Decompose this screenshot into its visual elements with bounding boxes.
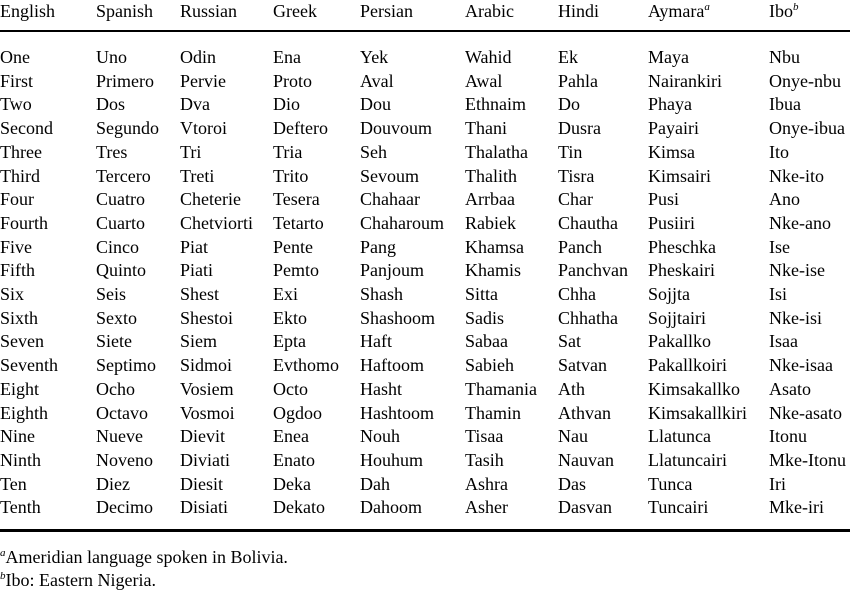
table-cell: Piat [180, 236, 209, 257]
table-cell: Dusra [558, 118, 601, 139]
footnote-a [0, 546, 288, 568]
table-cell: Ano [769, 189, 800, 210]
table-cell: Mke-Itonu [769, 449, 846, 470]
table-cell: Ibua [769, 94, 801, 115]
table-cell: Tuncairi [648, 497, 709, 518]
table-cell: Chhatha [558, 307, 618, 328]
column-header-label: Hindi [558, 1, 600, 21]
table-cell: Nouh [360, 426, 400, 447]
table-cell: Sabaa [465, 331, 508, 352]
column-header-label: Arabic [465, 1, 514, 21]
column-header-label: Spanish [96, 1, 154, 21]
column-header [96, 0, 153, 23]
table-cell: Pusiiri [648, 212, 696, 233]
table-cell: Seventh [0, 355, 58, 376]
column-header-label: Ibo [769, 1, 793, 21]
table-row [0, 258, 850, 282]
table-cell: Asato [769, 378, 811, 399]
table-cell: Six [0, 284, 25, 304]
table-cell: Rabiek [465, 212, 516, 233]
table-cell: Isi [769, 284, 787, 304]
table-cell: Awal [465, 70, 503, 91]
table-cell: Ath [558, 378, 585, 399]
table-cell: Das [558, 473, 586, 494]
table-cell: Sexto [96, 307, 138, 328]
table-cell: Kimsakallko [648, 378, 740, 399]
table-cell: Llatunca [648, 426, 711, 447]
table-cell: Tisaa [465, 426, 504, 447]
table-cell: Onye-ibua [769, 118, 845, 139]
table-cell: Itonu [769, 426, 807, 447]
table-cell: Ogdoo [273, 402, 322, 423]
table-cell: Eighth [0, 402, 48, 423]
table-cell: Thalatha [465, 141, 528, 162]
table-cell: Tercero [96, 165, 151, 186]
table-cell: Char [558, 189, 593, 210]
table-cell: Chautha [558, 212, 618, 233]
table-row [0, 306, 850, 330]
table-row [0, 69, 850, 93]
table-cell: Thalith [465, 165, 517, 186]
table-cell: Cheterie [180, 189, 241, 210]
table-cell: Pahla [558, 70, 598, 91]
table-cell: Shestoi [180, 307, 234, 328]
table-cell: Isaa [769, 331, 798, 352]
table-cell: Panchvan [558, 260, 628, 281]
table-cell: Cuatro [96, 189, 145, 210]
table-cell: Second [0, 118, 53, 139]
table-cell: Five [0, 236, 33, 257]
table-cell: Siete [96, 331, 132, 352]
table-row [0, 353, 850, 377]
table-cell: Eight [0, 378, 39, 399]
table-cell: Four [0, 189, 35, 210]
table-cell: Tesera [273, 189, 320, 210]
table-cell: Deftero [273, 118, 328, 139]
table-cell: Nke-isi [769, 307, 822, 328]
table-cell: Seven [0, 331, 44, 352]
table-cell: Sabieh [465, 355, 514, 376]
table-cell: Ethnaim [465, 94, 526, 115]
table-cell: Octavo [96, 402, 148, 423]
footnote-mark: a [704, 1, 710, 13]
header-rule [0, 30, 850, 32]
table-cell: Siem [180, 331, 218, 352]
footnote-mark: b [793, 1, 799, 13]
table-cell: Kimsakallkiri [648, 402, 747, 423]
table-cell: Two [0, 94, 32, 115]
table-cell: Vosiem [180, 378, 234, 399]
table-cell: Pusi [648, 189, 680, 210]
table-cell: Disiati [180, 497, 228, 518]
table-cell: Satvan [558, 355, 607, 376]
table-cell: Nke-isaa [769, 355, 833, 376]
table-cell: Chha [558, 284, 596, 304]
table-cell: Tisra [558, 165, 595, 186]
table-cell: Tetarto [273, 212, 324, 233]
table-cell: Pheskairi [648, 260, 715, 281]
table-cell: Diviati [180, 449, 230, 470]
table-row [0, 164, 850, 188]
table-cell: Khamsa [465, 236, 524, 257]
table-cell: Houhum [360, 449, 423, 470]
table-cell: Uno [96, 47, 127, 67]
table-cell: Sixth [0, 307, 39, 328]
table-cell: Tres [96, 141, 128, 162]
table-cell: Pakallkoiri [648, 355, 727, 376]
table-cell: Noveno [96, 449, 153, 470]
table-cell: Fifth [0, 260, 36, 281]
footnote-text: Ameridian language spoken in Bolivia. [5, 547, 288, 567]
table-cell: Dasvan [558, 497, 612, 518]
table-cell: Nbu [769, 47, 800, 67]
table-cell: Enea [273, 426, 309, 447]
table-row [0, 424, 850, 448]
table-cell: Dekato [273, 497, 325, 518]
table-cell: Nairankiri [648, 70, 722, 91]
table-cell: Deka [273, 473, 311, 494]
column-header [648, 0, 710, 23]
table-row [0, 92, 850, 116]
table-cell: Haft [360, 331, 392, 352]
table-cell: Nke-ano [769, 212, 831, 233]
column-header [465, 0, 514, 23]
table-cell: Dos [96, 94, 126, 115]
table-cell: Chahaar [360, 189, 420, 210]
table-row [0, 235, 850, 259]
table-cell: Yek [360, 47, 389, 67]
table-cell: Thamin [465, 402, 521, 423]
table-cell: Sat [558, 331, 582, 352]
table-cell: Nau [558, 426, 588, 447]
table-cell: Ninth [0, 449, 42, 470]
footnote-mark: a [0, 547, 6, 559]
table-cell: Three [0, 141, 42, 162]
table-cell: Sadis [465, 307, 505, 328]
table-cell: Ito [769, 141, 789, 162]
column-header-label: Persian [360, 1, 413, 21]
table-cell: Shashoom [360, 307, 436, 328]
table-cell: Do [558, 94, 580, 115]
table-cell: Onye-nbu [769, 70, 841, 91]
table-cell: Sojjtairi [648, 307, 706, 328]
footnote-b [0, 569, 156, 591]
table-cell: Sidmoi [180, 355, 233, 376]
table-cell: Llatuncairi [648, 449, 727, 470]
table-cell: Decimo [96, 497, 153, 518]
table-cell: Epta [273, 331, 306, 352]
table-cell: Tasih [465, 449, 504, 470]
table-cell: Haftoom [360, 355, 424, 376]
table-cell: Tri [180, 141, 202, 162]
table-cell: One [0, 47, 30, 67]
table-cell: Dva [180, 94, 210, 115]
table-cell: First [0, 70, 34, 91]
table-cell: Tunca [648, 473, 693, 494]
table-cell: Diez [96, 473, 130, 494]
table-cell: Sitta [465, 284, 499, 304]
footnote-mark: b [0, 570, 6, 582]
table-cell: Chetviorti [180, 212, 253, 233]
table-cell: Dievit [180, 426, 225, 447]
column-header-label: English [0, 1, 56, 21]
table-cell: Douvoum [360, 118, 432, 139]
table-cell: Ekto [273, 307, 307, 328]
bottom-rule [0, 529, 850, 532]
column-header [360, 0, 413, 23]
table-row [0, 282, 850, 306]
table-row [0, 329, 850, 353]
table-cell: Primero [96, 70, 154, 91]
table-cell: Third [0, 165, 40, 186]
table-cell: Seh [360, 141, 387, 162]
table-cell: Aval [360, 70, 394, 91]
table-cell: Piati [180, 260, 214, 281]
table-cell: Thani [465, 118, 507, 139]
table-cell: Nke-ito [769, 165, 824, 186]
table-cell: Iri [769, 473, 786, 494]
table-cell: Shash [360, 284, 404, 304]
table-cell: Shest [180, 284, 220, 304]
table-cell: Wahid [465, 47, 512, 67]
table-cell: Evthomo [273, 355, 339, 376]
column-header-label: Greek [273, 1, 317, 21]
table-cell: Vtoroi [180, 118, 227, 139]
table-cell: Tenth [0, 497, 41, 518]
table-cell: Arrbaa [465, 189, 515, 210]
table-cell: Phaya [648, 94, 692, 115]
table-cell: Kimsa [648, 141, 695, 162]
table-cell: Nke-ise [769, 260, 825, 281]
table-cell: Octo [273, 378, 308, 399]
table-cell: Sojjta [648, 284, 691, 304]
table-cell: Payairi [648, 118, 699, 139]
column-header [273, 0, 317, 23]
table-cell: Quinto [96, 260, 147, 281]
table-cell: Diesit [180, 473, 223, 494]
table-row [0, 401, 850, 425]
table-cell: Dahoom [360, 497, 422, 518]
table-row [0, 211, 850, 235]
table-row [0, 495, 850, 519]
table-cell: Odin [180, 47, 216, 67]
table-row [0, 140, 850, 164]
table-cell: Trito [273, 165, 309, 186]
column-header [180, 0, 237, 23]
column-header-label: Aymara [648, 1, 705, 21]
table-cell: Dah [360, 473, 390, 494]
table-cell: Hashtoom [360, 402, 434, 423]
table-cell: Enato [273, 449, 315, 470]
table-cell: Ashra [465, 473, 508, 494]
table-cell: Chaharoum [360, 212, 444, 233]
table-cell: Panch [558, 236, 602, 257]
column-header [0, 0, 55, 23]
table-cell: Septimo [96, 355, 157, 376]
column-header-label: Russian [180, 1, 238, 21]
table-cell: Ocho [96, 378, 135, 399]
table-cell: Sevoum [360, 165, 420, 186]
table-cell: Ise [769, 236, 790, 257]
column-header [769, 0, 799, 23]
table-cell: Mke-iri [769, 497, 824, 518]
table-cell: Cinco [96, 236, 139, 257]
table-row [0, 448, 850, 472]
table-cell: Pente [273, 236, 313, 257]
table-cell: Kimsairi [648, 165, 711, 186]
table-cell: Hasht [360, 378, 402, 399]
table-cell: Nauvan [558, 449, 614, 470]
table-cell: Panjoum [360, 260, 425, 281]
table-cell: Dou [360, 94, 391, 115]
table-cell: Ena [273, 47, 301, 67]
table-cell: Tin [558, 141, 583, 162]
table-cell: Nine [0, 426, 35, 447]
table-cell: Pheschka [648, 236, 716, 257]
table-cell: Seis [96, 284, 127, 304]
table-cell: Pemto [273, 260, 320, 281]
table-cell: Athvan [558, 402, 611, 423]
table-cell: Nke-asato [769, 402, 842, 423]
table-cell: Pang [360, 236, 396, 257]
table-cell: Pervie [180, 70, 226, 91]
table-cell: Khamis [465, 260, 521, 281]
table-row [0, 377, 850, 401]
table-cell: Dio [273, 94, 300, 115]
column-header [558, 0, 599, 23]
table-cell: Treti [180, 165, 215, 186]
table-cell: Fourth [0, 212, 49, 233]
table-cell: Ek [558, 47, 578, 67]
table-cell: Ten [0, 473, 27, 494]
table-row [0, 45, 850, 69]
table-cell: Thamania [465, 378, 537, 399]
table-row [0, 472, 850, 496]
table-cell: Segundo [96, 118, 159, 139]
table-row [0, 187, 850, 211]
table-cell: Maya [648, 47, 689, 67]
table-row [0, 116, 850, 140]
table-cell: Vosmoi [180, 402, 235, 423]
table-cell: Proto [273, 70, 313, 91]
table-cell: Nueve [96, 426, 143, 447]
table-cell: Exi [273, 284, 298, 304]
table-cell: Tria [273, 141, 303, 162]
table-header-row [0, 0, 850, 23]
table-cell: Asher [465, 497, 508, 518]
footnote-text: Ibo: Eastern Nigeria. [5, 570, 156, 590]
table-cell: Cuarto [96, 212, 145, 233]
table-cell: Pakallko [648, 331, 711, 352]
